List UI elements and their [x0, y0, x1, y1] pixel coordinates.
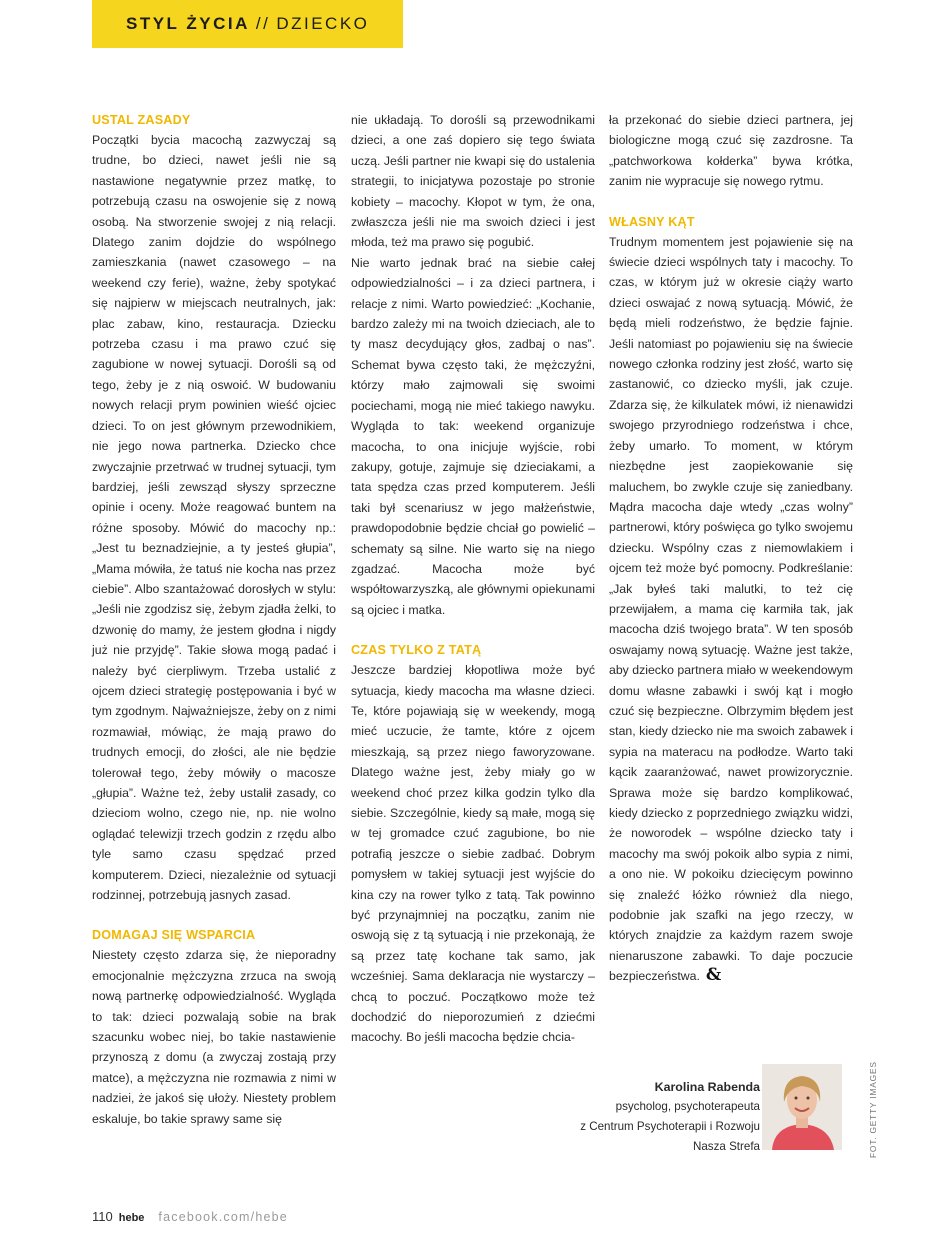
- category-title: DZIECKO: [276, 14, 370, 33]
- subheading-wlasny-kat: WŁASNY KĄT: [609, 214, 695, 229]
- subheading-ustal-zasady: USTAL ZASADY: [92, 113, 191, 127]
- author-role: psycholog, psychoterapeuta: [615, 1100, 760, 1113]
- photo-credit: FOT. GETTY IMAGES: [868, 1061, 878, 1158]
- author-org: z Centrum Psychoterapii i Rozwoju: [580, 1120, 760, 1133]
- portrait-image: [762, 1064, 842, 1150]
- paragraph: ła przekonać do siebie dzieci partnera, jej biologiczne mogą czuć się zazdrosne. Ta „patchworkowa kołderka” bywa krótka, zanim nie wypracuje się nowego rytmu.: [609, 113, 853, 189]
- section-header: [92, 0, 403, 48]
- end-mark-icon: &: [705, 965, 722, 986]
- author-name: Karolina Rabenda: [654, 1080, 760, 1094]
- paragraph: Niestety często zdarza się, że nieporadny emocjonalnie mężczyzna zrzuca na swoją nową partnerkę odpowiedzialność. Wygląda to tak: dzieci pozwalają sobie na brak szacunku wobec niej, bo takie nastawienie przynoszą z domu (a zwyczaj zostają przy matce), a mężczyzna nie rozmawia z nimi w nadziei, że jakoś się ułoży. Niestety problem eskaluje, bo takie sprawy same się: [92, 948, 336, 1126]
- subheading-czas-tylko-z-tata: CZAS TYLKO Z TATĄ: [351, 643, 482, 658]
- page-number: 110: [92, 1209, 113, 1224]
- brand-logo: hebe: [118, 1212, 145, 1224]
- paragraph: Nie warto jednak brać na siebie całej odpowiedzialności – i za dzieci partnera, i relacje z nimi. Warto powiedzieć: „Kochanie, bardzo zależy mi na twoich dzieciach, ale to ty masz decydujący głos, zadbaj o nas”. Schemat bywa często taki, że mężczyźni, którzy mało zajmowali się swoimi pociechami, mogą nie mieć takiego nawyku. Wygląda to tak: weekend organizuje macocha, to ona inicjuje wyjście, robi zakupy, gotuje, zajmuje się dzieciakami, a tata spędza czas przed komputerem. Jeśli taki był scenariusz w jego małżeństwie, prawdopodobnie będzie chciał go powielić – schematy są silne. Nie warto się na niego zgadzać. Macocha może być współtowarzyszką, ale głównymi opiekunami są ojciec i matka.: [351, 255, 595, 617]
- section-separator: //: [255, 14, 271, 33]
- article-column-2: [351, 110, 595, 1048]
- paragraph: nie układają. To dorośli są przewodnikami dzieci, a one zaś dopiero się tego świata uczą. Jeśli partner nie kwapi się do ustalenia strategii, to inicjatywa pozostaje po stronie kobiety – macochy. Kłopot w tym, że ona, zwłaszcza jeśli nie ma swoich dzieci i jest młoda, też ma prawo się pogubić.: [351, 113, 595, 250]
- page-footer: [92, 1209, 288, 1224]
- subheading-domagaj-sie-wsparcia: DOMAGAJ SIĘ WSPARCIA: [92, 928, 256, 943]
- author-photo: [762, 1064, 842, 1150]
- author-box: [580, 1077, 760, 1157]
- article-column-3: [609, 110, 853, 987]
- paragraph-text: Trudnym momentem jest pojawienie się na świecie dzieci wspólnych taty i macochy. To czas, w którym już w okresie ciąży warto dzieci oswajać z nową sytuacją. Mówić, że będą mieli rodzeństwo, że będzie fajnie. Jeśli natomiast po pojawieniu się na świecie nowego członka rodziny jest złość, warto się zastanowić, co dziecko myśli, jak czuje. Zdarza się, że kilkulatek mówi, iż nienawidzi swojego przyrodniego rodzeństwa i chce, żeby umarło. To moment, w którym niezbędne jest zaopiekowanie się maluchem, bo zwykle czuje się zaniedbany. Mądra macocha daje wtedy „czas wolny” partnerowi, który poświęca go tylko swojemu dziecku. Wspólny czas z niemowlakiem i ojcem też może być pomocny. Podkreślanie: „Jak byłeś taki malutki, to też cię przewijałem, a mama cię karmiła tak, jak macocha dziś twojego brata”. W ten sposób oswajamy nową sytuację. Ważne jest także, aby dziecko partnera miało w weekendowym domu własne zabawki i swój kąt i mogło czuć się bezpieczne. Olbrzymim błędem jest stan, kiedy dziecko nie ma swoich zabawek i sypia na materacu na podłodze. Warto taki kącik zaaranżować, nawet prowizorycznie. Sprawa może się bardzo komplikować, kiedy dziecko z poprzedniego związku widzi, że noworodek – wspólne dziecko taty i macochy ma swój pokoik albo sypia z nimi, a ono nie. W pokoiku dziecięcym powinno się znaleźć łóżko również dla niego, podobnie jak szafki na jego rzeczy, w których znajdzie za każdym razem swoje nienaruszone zabawki. To daje poczucie bezpieczeństwa.: [609, 234, 854, 984]
- author-org-name: Nasza Strefa: [692, 1140, 760, 1153]
- facebook-link[interactable]: facebook.com/hebe: [158, 1210, 288, 1224]
- section-title: STYL ŻYCIA: [126, 14, 250, 33]
- paragraph: Jeszcze bardziej kłopotliwa może być sytuacja, kiedy macocha ma własne dzieci. Te, które pojawiają się w weekendy, mogą mieć uczucie, że tamte, które z ojcem mieszkają, są przez niego faworyzowane. Dlatego ważne jest, żeby miały go w weekend choć przez kilka godzin tylko dla siebie. Szczególnie, kiedy są małe, mogą się w tej gromadce czuć zagubione, bo nie potrafią jeszcze o siebie zadbać. Dobrym pomysłem w takiej sytuacji jest wyjście do kina czy na rower tylko z tatą. Tak powinno być przynajmniej na początku, zanim nie oswoją się z tą sytuacją i nie przekonają, że są przez tatę kochane tak samo, jak wcześniej. Sama deklaracja nie wystarczy – chcą to poczuć. Początkowo może też dochodzić do nieporozumień z dziećmi macochy. Bo jeśli macocha będzie chcia-: [351, 663, 596, 1045]
- article-column-1: [92, 110, 336, 1129]
- paragraph: Początki bycia macochą zazwyczaj są trudne, bo dzieci, nawet jeśli nie są nastawione negatywnie przez matkę, to potrzebują czasu na oswojenie się z nową osobą. Na stworzenie swojej z nią relacji. Dlatego zanim dojdzie do wspólnego zamieszkania (nawet czasowego – na weekend czy ferie), ważne, żeby spotykać się najpierw w miejscach neutralnych, jak: plac zabaw, kino, restauracja. Dziecku potrzeba czasu i ma prawo czuć się zagubione w nowej sytuacji. Dorośli są od tego, żeby je z nią oswoić. W budowaniu nowych relacji prym powinien wieść ojciec dzieci. To on jest głównym przewodnikiem, nie jego nowa partnerka. Dziecko chce zwyczajnie przetrwać w trudnej sytuacji, tym bardziej, jeśli zewsząd słyszy sprzeczne opinie i oceny. Może reagować buntem na różne sposoby. Mówić do macochy np.: „Jest tu beznadziejnie, a ty jesteś głupia”, „Mama mówiła, że tatuś nie kocha nas przez ciebie”. Albo szantażować dorosłych w stylu: „Jeśli nie zgodzisz się, żebym zjadła żelki, to dzwonię do mamy, że jestem głodna i nigdy już nie przyjdę”. Takie słowa mogą padać i należy być cierpliwym. Trzeba ustalić z ojcem dzieci strategię postępowania i być w tym zgodnym. Najważniejsze, żeby on z nimi rozmawiał, mówiąc, że mają prawo do trudnych emocji, do złości, ale nie będzie tolerował tego, żeby mówiły o macosze „głupia”. Ważne też, żeby ustalił zasady, co dzieciom wolno, czego nie, np. nie wolno oglądać telewizji trzech godzin z rzędu albo tyle samo czasu spędzać przed komputerem. Dzieci, niezależnie od sytuacji rodzinnej, potrzebują jasnych zasad.: [92, 133, 336, 903]
- paragraph-final: [609, 232, 853, 987]
